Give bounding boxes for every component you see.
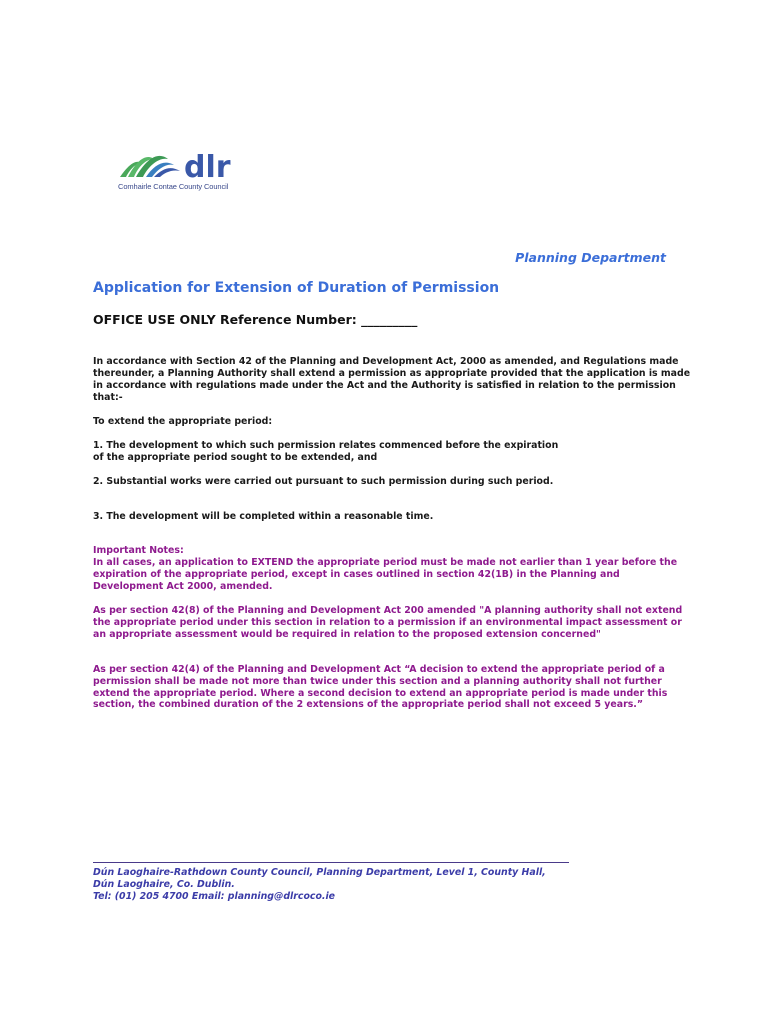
extend-lead: To extend the appropriate period: bbox=[93, 416, 273, 427]
note-2: As per section 42(8) of the Planning and Development Act 200 amended "A planning authority shall not extend the appropriate period under this section in relation to a permission if an environmental impact assessment or an appropriate assessment would be required in relation to the proposed extension concerned" bbox=[93, 605, 683, 640]
condition-2: 2. Substantial works were carried out pursuant to such permission during such period. bbox=[93, 476, 554, 487]
note-1: In all cases, an application to EXTEND the appropriate period must be made not earlier than 1 year before the expiration of the appropriate period, except in cases outlined in section 42(1B) in the Planning and Development Act 2000, amended. bbox=[93, 557, 678, 592]
note-3: As per section 42(4) of the Planning and Development Act “A decision to extend the appropriate period of a permission shall be made not more than twice under this section and a planning authority shall not further extend the appropriate period. Where a second decision to extend an appropriate period is made under this section, the combined duration of the 2 extensions of the appropriate period shall not exceed 5 years.” bbox=[93, 664, 668, 711]
svg-text:dlr: dlr bbox=[184, 150, 231, 183]
footer-contact bbox=[93, 867, 546, 903]
footer-address-line-2: Dún Laoghaire, Co. Dublin. bbox=[93, 879, 235, 890]
office-use-reference: OFFICE USE ONLY Reference Number: _________ bbox=[93, 312, 418, 327]
condition-3: 3. The development will be completed within a reasonable time. bbox=[93, 511, 434, 522]
footer-address-line-1: Dún Laoghaire-Rathdown County Council, Planning Department, Level 1, County Hall, bbox=[93, 867, 546, 878]
important-notes-heading: Important Notes: bbox=[93, 545, 184, 556]
footer-divider bbox=[93, 862, 569, 863]
footer-contact-line: Tel: (01) 205 4700 Email: planning@dlrcoco.ie bbox=[93, 891, 336, 902]
page-title: Application for Extension of Duration of Permission bbox=[93, 280, 500, 296]
department-label: Planning Department bbox=[515, 250, 666, 265]
intro-paragraph: In accordance with Section 42 of the Planning and Development Act, 2000 as amended, and Regulations made thereunder, a Planning Authority shall extend a permission as appropriate provided that the application is made in accordance with regulations made under the Act and the Authority is satisfied in relation to the permission that:- bbox=[93, 356, 691, 403]
condition-1: 1. The development to which such permission relates commenced before the expiration of the appropriate period sought to be extended, and bbox=[93, 440, 559, 463]
dlr-wave-logo-icon bbox=[118, 147, 258, 183]
logo-subtitle: Comhairle Contae County Council bbox=[118, 182, 229, 191]
